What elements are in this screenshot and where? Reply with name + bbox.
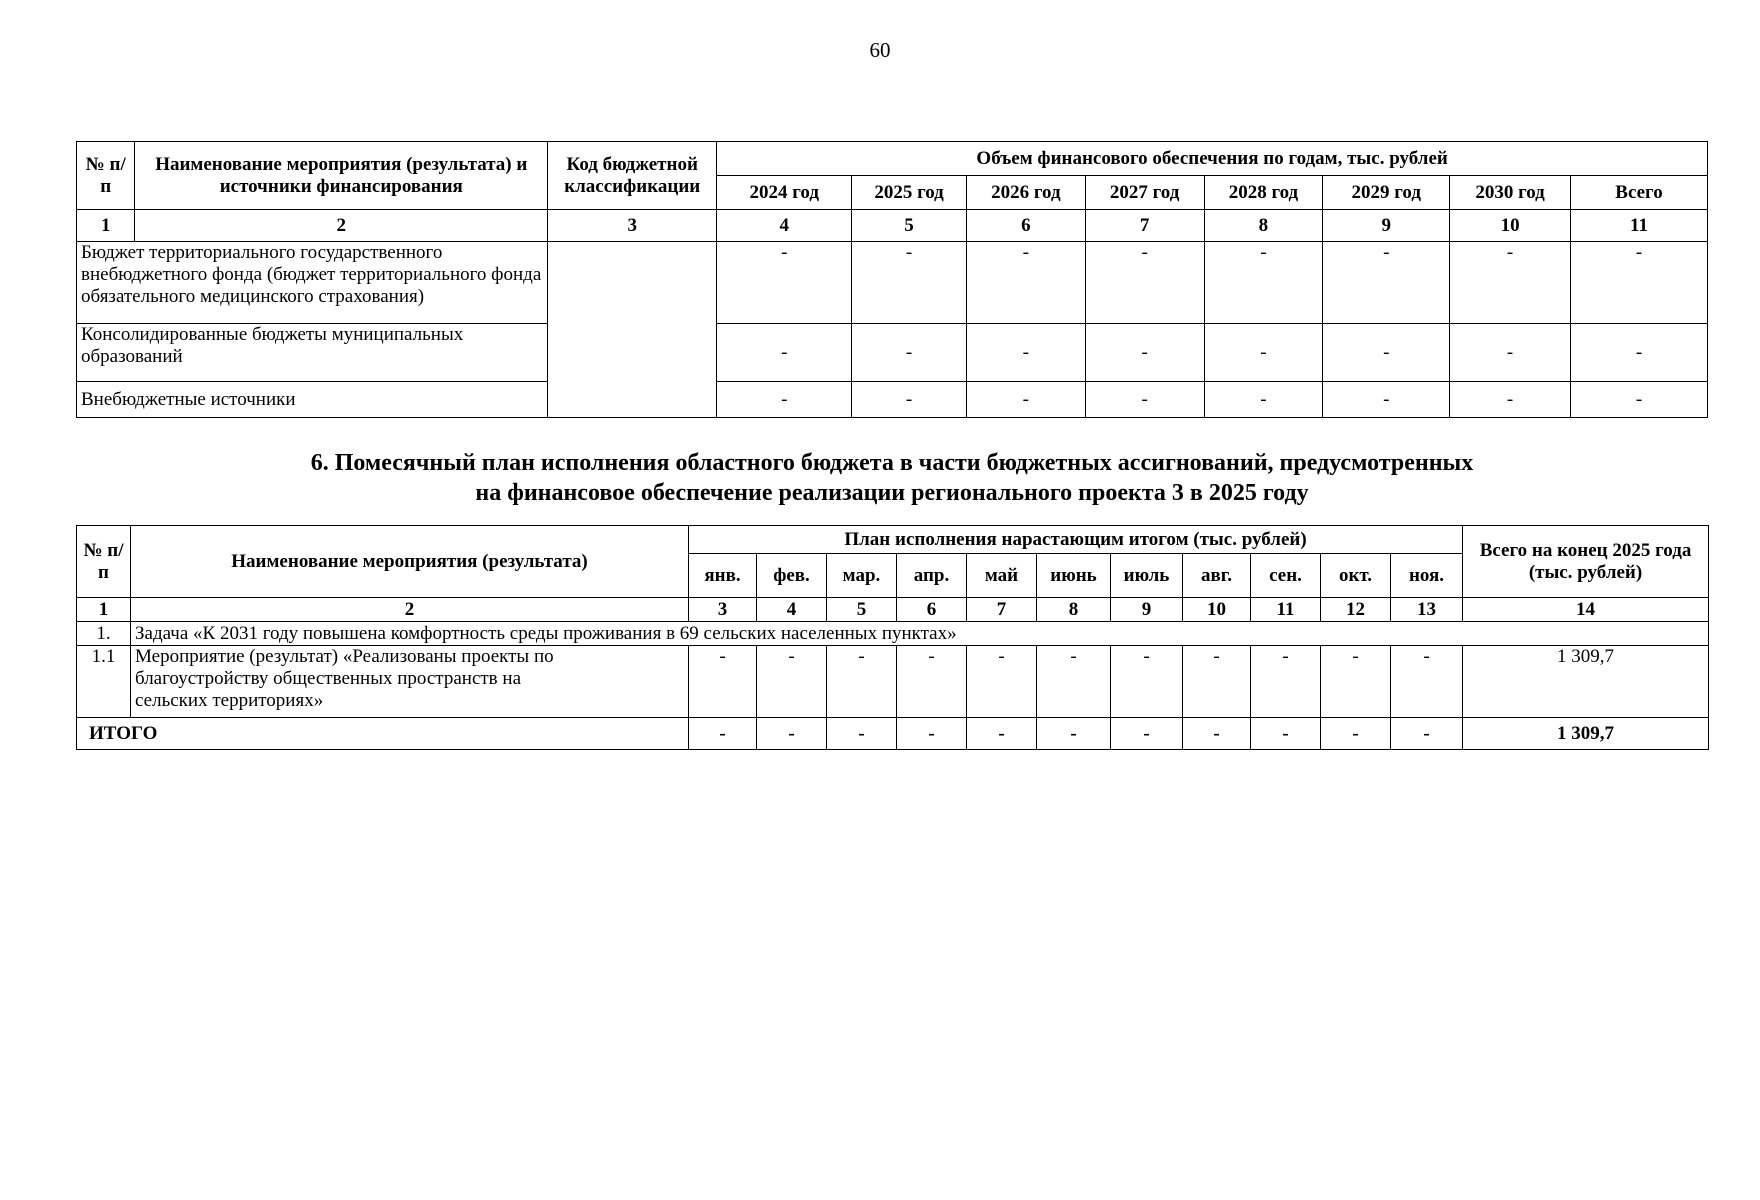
- measure-number: 1.1: [77, 646, 131, 718]
- col-number: 5: [827, 598, 897, 622]
- col-number: 10: [1183, 598, 1251, 622]
- page-number: 60: [869, 38, 891, 62]
- month-value: -: [967, 718, 1037, 750]
- task-text: Задача «К 2031 году повышена комфортность среды проживания в 69 сельских населенных пунктах»: [131, 622, 1709, 646]
- value-cell: -: [717, 324, 852, 382]
- header-year: 2027 год: [1085, 176, 1204, 210]
- monthly-plan-table: [76, 525, 1709, 750]
- value-cell: -: [1323, 324, 1450, 382]
- header-name: Наименование мероприятия (результата): [131, 526, 689, 598]
- header-year: 2030 год: [1450, 176, 1571, 210]
- col-number: 10: [1450, 210, 1571, 242]
- month-value: -: [1391, 646, 1463, 718]
- col-number: 4: [757, 598, 827, 622]
- header-year: 2029 год: [1323, 176, 1450, 210]
- month-value: -: [967, 646, 1037, 718]
- value-cell: -: [966, 242, 1085, 324]
- col-number: 1: [77, 598, 131, 622]
- col-number: 2: [135, 210, 548, 242]
- month-value: -: [1037, 718, 1111, 750]
- header-month: май: [967, 554, 1037, 598]
- header-total: Всего на конец 2025 года (тыс. рублей): [1463, 526, 1709, 598]
- header-month: янв.: [689, 554, 757, 598]
- table-row: [77, 242, 1708, 324]
- value-cell: -: [1570, 382, 1707, 418]
- value-cell: -: [1570, 324, 1707, 382]
- header-total: Всего: [1570, 176, 1707, 210]
- total-value: 1 309,7: [1463, 646, 1709, 718]
- header-code: Код бюджетной классификации: [548, 142, 717, 210]
- value-cell: -: [717, 382, 852, 418]
- col-number: 7: [1085, 210, 1204, 242]
- month-value: -: [1251, 718, 1321, 750]
- header-num: № п/п: [77, 526, 131, 598]
- header-month: июнь: [1037, 554, 1111, 598]
- month-value: -: [1321, 646, 1391, 718]
- header-num: № п/п: [77, 142, 135, 210]
- measure-row: [77, 646, 1709, 718]
- header-name: Наименование мероприятия (результата) и источники финансирования: [135, 142, 548, 210]
- table-row: [77, 324, 1708, 382]
- col-number: 3: [689, 598, 757, 622]
- value-cell: -: [966, 324, 1085, 382]
- col-number: 13: [1391, 598, 1463, 622]
- value-cell: -: [1085, 324, 1204, 382]
- section-title-line: на финансовое обеспечение реализации регионального проекта 3 в 2025 году: [475, 480, 1309, 506]
- source-name: Бюджет территориального государственного внебюджетного фонда (бюджет территориального фонда обязательного медицинского страхования): [77, 242, 548, 324]
- header-volume-group: Объем финансового обеспечения по годам, тыс. рублей: [717, 142, 1708, 176]
- code-cell: [548, 242, 717, 418]
- col-number: 1: [77, 210, 135, 242]
- task-number: 1.: [77, 622, 131, 646]
- value-cell: -: [1204, 324, 1323, 382]
- col-number: 8: [1204, 210, 1323, 242]
- col-number: 6: [897, 598, 967, 622]
- section-title-line: 6. Помесячный план исполнения областного бюджета в части бюджетных ассигнований, предусмотренных: [310, 450, 1474, 476]
- month-value: -: [1183, 646, 1251, 718]
- col-number: 2: [131, 598, 689, 622]
- month-value: -: [827, 646, 897, 718]
- value-cell: -: [1085, 242, 1204, 324]
- itogo-label-text: ИТОГО: [89, 722, 158, 744]
- month-value: -: [1183, 718, 1251, 750]
- header-month: фев.: [757, 554, 827, 598]
- month-value: -: [1037, 646, 1111, 718]
- month-value: -: [897, 718, 967, 750]
- source-name: Консолидированные бюджеты муниципальных образований: [77, 324, 548, 382]
- value-cell: -: [1450, 382, 1571, 418]
- month-value: -: [1111, 718, 1183, 750]
- value-cell: -: [1450, 242, 1571, 324]
- header-month: окт.: [1321, 554, 1391, 598]
- value-cell: -: [1204, 382, 1323, 418]
- col-number: 11: [1251, 598, 1321, 622]
- measure-text: [131, 646, 689, 718]
- col-number: 14: [1463, 598, 1709, 622]
- col-number: 7: [967, 598, 1037, 622]
- col-number: 12: [1321, 598, 1391, 622]
- col-number: 9: [1323, 210, 1450, 242]
- header-year: 2025 год: [852, 176, 967, 210]
- col-number: 3: [548, 210, 717, 242]
- value-cell: -: [1085, 382, 1204, 418]
- header-plan-group: План исполнения нарастающим итогом (тыс. рублей): [689, 526, 1463, 554]
- value-cell: -: [1323, 382, 1450, 418]
- header-month: сен.: [1251, 554, 1321, 598]
- header-month: ноя.: [1391, 554, 1463, 598]
- month-value: -: [689, 718, 757, 750]
- header-month: июль: [1111, 554, 1183, 598]
- value-cell: -: [1323, 242, 1450, 324]
- col-number: 9: [1111, 598, 1183, 622]
- col-number: 11: [1570, 210, 1707, 242]
- month-value: -: [1321, 718, 1391, 750]
- month-value: -: [827, 718, 897, 750]
- value-cell: -: [1570, 242, 1707, 324]
- month-value: -: [689, 646, 757, 718]
- col-number: 6: [966, 210, 1085, 242]
- header-month: мар.: [827, 554, 897, 598]
- header-month: апр.: [897, 554, 967, 598]
- itogo-label: [77, 718, 689, 750]
- section-title: [76, 448, 1708, 508]
- value-cell: -: [1450, 324, 1571, 382]
- financing-table: [76, 141, 1708, 418]
- source-name: Внебюджетные источники: [77, 382, 548, 418]
- value-cell: -: [1204, 242, 1323, 324]
- header-month: авг.: [1183, 554, 1251, 598]
- month-value: -: [1391, 718, 1463, 750]
- header-year: 2028 год: [1204, 176, 1323, 210]
- task-row: [77, 622, 1709, 646]
- value-cell: -: [717, 242, 852, 324]
- col-number: 4: [717, 210, 852, 242]
- col-number: 8: [1037, 598, 1111, 622]
- header-year: 2024 год: [717, 176, 852, 210]
- itogo-row: [77, 718, 1709, 750]
- month-value: -: [757, 646, 827, 718]
- value-cell: -: [852, 382, 967, 418]
- month-value: -: [1251, 646, 1321, 718]
- col-number: 5: [852, 210, 967, 242]
- total-value: 1 309,7: [1463, 718, 1709, 750]
- measure-text-body: Мероприятие (результат) «Реализованы проекты по благоустройству общественных пространств на сельских территориях»: [135, 646, 554, 711]
- month-value: -: [757, 718, 827, 750]
- value-cell: -: [852, 242, 967, 324]
- value-cell: -: [852, 324, 967, 382]
- value-cell: -: [966, 382, 1085, 418]
- table-row: [77, 382, 1708, 418]
- header-year: 2026 год: [966, 176, 1085, 210]
- month-value: -: [897, 646, 967, 718]
- month-value: -: [1111, 646, 1183, 718]
